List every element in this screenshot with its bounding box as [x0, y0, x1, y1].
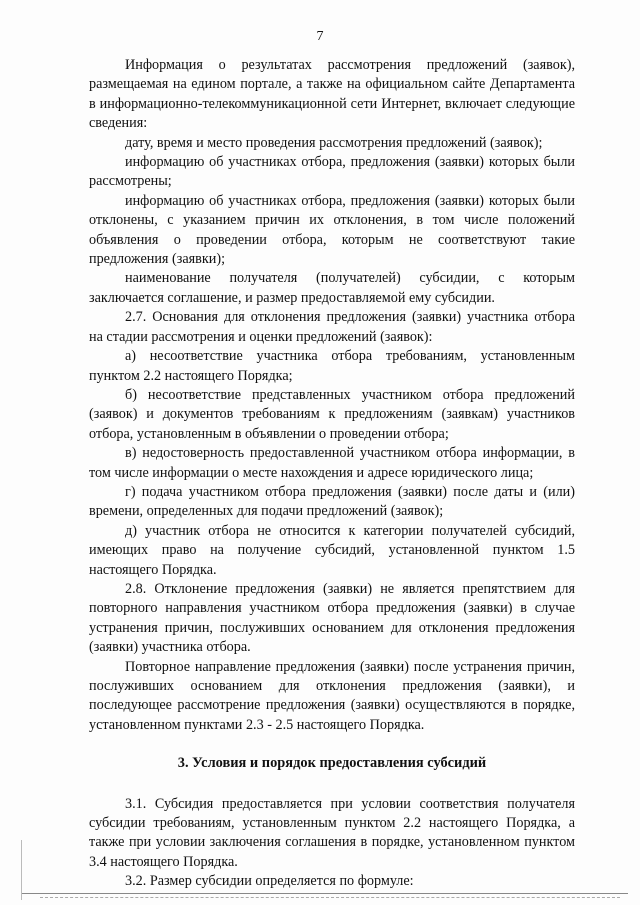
paragraph-2-8: 2.8. Отклонение предложения (заявки) не является препятствием для повторного направления участником отбора предложения (заявки) в случае устранения причин, послуживших основанием для отклонения предложения (заявки) участника отбора. — [89, 580, 575, 656]
paragraph-3-2: 3.2. Размер субсидии определяется по формуле: — [125, 873, 414, 890]
paragraph-results-info: Информация о результатах рассмотрения предложений (заявок), размещаемая на едином портале, а также на официальном сайте Департамента в информационно-телекоммуникационной сети Интернет, включает следующие сведения: — [89, 57, 575, 132]
paragraph-2-7-g: г) подача участником отбора предложения (заявки) после даты и (или) времени, определенных для подачи предложений (заявок); — [89, 483, 575, 520]
paragraph-2-7-v: в) недостоверность предоставленной участником отбора информации, в том числе информации о месте нахождения и адресе юридического лица; — [89, 445, 575, 481]
paragraph-recipient-name: наименование получателя (получателей) субсидии, с которым заключается соглашение, и размер предоставляемой ему субсидии. — [89, 270, 575, 306]
scan-bottom-line-dashed — [40, 897, 620, 898]
page-number: 7 — [316, 29, 324, 44]
paragraph-2-7-b: б) несоответствие представленных участником отбора предложений (заявок) и документов требованиям к предложениям (заявкам) участников отбора, установленным в объявлении о проведении отбора; — [89, 386, 575, 442]
scan-edge-line — [21, 840, 22, 900]
paragraph-2-7-a: а) несоответствие участника отбора требованиям, установленным пунктом 2.2 настоящего Порядка; — [89, 348, 575, 384]
paragraph-date-time-place: дату, время и место проведения рассмотрения предложений (заявок); — [125, 134, 543, 151]
paragraph-2-7-grounds: 2.7. Основания для отклонения предложения (заявки) участника отбора на стадии рассмотрения и оценки предложений (заявок): — [89, 309, 575, 345]
paragraph-3-1: 3.1. Субсидия предоставляется при условии соответствия получателя субсидии требованиям, установленным пунктом 2.2 настоящего Порядка, а также при условии заключения соглашения в порядке, установленном пунктом 3.4 настоящего Порядка. — [89, 795, 575, 870]
paragraph-resubmission: Повторное направление предложения (заявки) после устранения причин, послуживших основанием для отклонения предложения (заявки), и последующее рассмотрение предложения (заявки) осуществляются в порядке, установленном пунктами 2.3 - 2.5 настоящего Порядка. — [89, 658, 575, 733]
scan-bottom-line — [22, 893, 628, 894]
paragraph-rejected-participants: информацию об участниках отбора, предложения (заявки) которых были отклонены, с указанием причин их отклонения, в том числе положений объявления о проведении отбора, которым не соответствуют такие предложения (заявки); — [89, 192, 575, 268]
paragraph-considered-participants: информацию об участниках отбора, предложения (заявки) которых были рассмотрены; — [89, 154, 575, 190]
paragraph-2-7-d: д) участник отбора не относится к категории получателей субсидий, имеющих право на получение субсидий, установленной пунктом 1.5 настоящего Порядка. — [89, 522, 575, 578]
section-heading: 3. Условия и порядок предоставления субсидий — [177, 755, 487, 772]
document-body — [89, 56, 575, 892]
